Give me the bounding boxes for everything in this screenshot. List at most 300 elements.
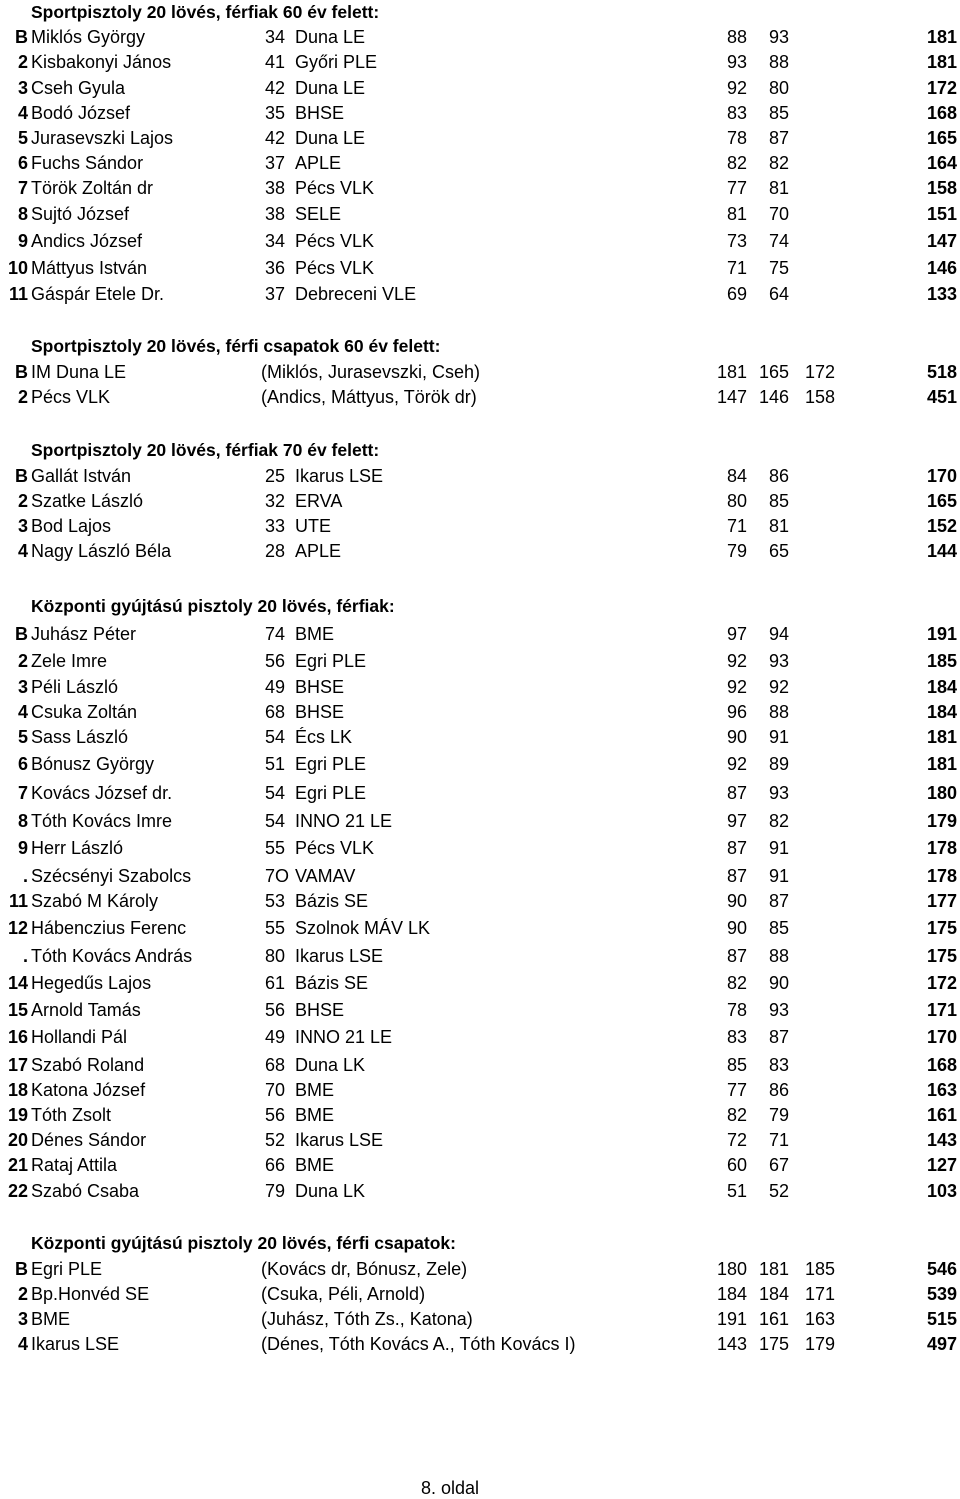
competitor-row: [0, 177, 960, 201]
team-row: [0, 1283, 960, 1307]
competitor-row: [0, 1104, 960, 1128]
competitor-row: [0, 837, 960, 861]
total-score: 164: [926, 153, 957, 173]
birth-year: 74: [265, 624, 286, 644]
series-1-score: 90: [726, 727, 747, 747]
team-name: Ikarus LSE: [31, 1334, 120, 1354]
competitor-name: Sass László: [31, 727, 129, 747]
club: Pécs VLK: [295, 258, 375, 278]
competitor-name: Bodó József: [31, 103, 131, 123]
club: VAMAV: [295, 866, 356, 886]
total-score: 181: [926, 754, 957, 774]
series-1-score: 88: [726, 27, 747, 47]
page-number: 8. oldal: [420, 1478, 480, 1498]
place: 9: [17, 838, 28, 858]
total-score: 184: [926, 702, 957, 722]
score-3: 185: [804, 1259, 835, 1279]
score-1: 180: [716, 1259, 747, 1279]
birth-year: 61: [265, 973, 286, 993]
competitor-row: [0, 917, 960, 941]
series-1-score: 79: [726, 541, 747, 561]
series-2-score: 87: [768, 1027, 789, 1047]
series-2-score: 75: [768, 258, 789, 278]
total-score: 497: [926, 1334, 957, 1354]
series-1-score: 78: [726, 1000, 747, 1020]
birth-year: 7O: [265, 866, 290, 886]
series-1-score: 90: [726, 918, 747, 938]
team-members: (Andics, Máttyus, Török dr): [261, 387, 477, 407]
total-score: 146: [926, 258, 957, 278]
series-1-score: 82: [726, 1105, 747, 1125]
club: Duna LE: [295, 128, 366, 148]
total-score: 539: [926, 1284, 957, 1304]
series-1-score: 80: [726, 491, 747, 511]
series-1-score: 84: [726, 466, 747, 486]
club: Ikarus LSE: [295, 946, 384, 966]
series-2-score: 83: [768, 1055, 789, 1075]
team-name: Pécs VLK: [31, 387, 111, 407]
competitor-name: Török Zoltán dr: [31, 178, 154, 198]
series-2-score: 67: [768, 1155, 789, 1175]
competitor-name: Miklós György: [31, 27, 146, 47]
place: 12: [7, 918, 28, 938]
birth-year: 56: [265, 1000, 286, 1020]
total-score: 191: [926, 624, 957, 644]
club: INNO 21 LE: [295, 1027, 393, 1047]
total-score: 178: [926, 866, 957, 886]
birth-year: 68: [265, 1055, 286, 1075]
club: APLE: [295, 153, 342, 173]
place: .: [22, 866, 28, 886]
score-2: 184: [758, 1284, 789, 1304]
place: 3: [17, 78, 28, 98]
birth-year: 54: [265, 727, 286, 747]
section-title: Központi gyújtású pisztoly 20 lövés, férfiak:: [31, 596, 395, 616]
total-score: 179: [926, 811, 957, 831]
series-2-score: 93: [768, 783, 789, 803]
birth-year: 79: [265, 1181, 286, 1201]
place: 22: [7, 1181, 28, 1201]
birth-year: 49: [265, 677, 286, 697]
score-1: 143: [716, 1334, 747, 1354]
competitor-row: [0, 972, 960, 996]
series-2-score: 81: [768, 178, 789, 198]
series-1-score: 77: [726, 178, 747, 198]
team-members: (Dénes, Tóth Kovács A., Tóth Kovács I): [261, 1334, 576, 1354]
competitor-row: [0, 865, 960, 889]
series-2-score: 85: [768, 918, 789, 938]
birth-year: 80: [265, 946, 286, 966]
competitor-row: [0, 283, 960, 307]
club: BME: [295, 1080, 335, 1100]
place: 17: [7, 1055, 28, 1075]
team-row: [0, 1258, 960, 1282]
club: Győri PLE: [295, 52, 378, 72]
competitor-row: [0, 999, 960, 1023]
score-2: 181: [758, 1259, 789, 1279]
competitor-row: [0, 1026, 960, 1050]
total-score: 451: [926, 387, 957, 407]
total-score: 185: [926, 651, 957, 671]
club: Bázis SE: [295, 891, 369, 911]
club: Debreceni VLE: [295, 284, 417, 304]
series-2-score: 81: [768, 516, 789, 536]
score-1: 147: [716, 387, 747, 407]
total-score: 151: [926, 204, 957, 224]
competitor-name: Tóth Kovács Imre: [31, 811, 173, 831]
place: 5: [17, 128, 28, 148]
series-2-score: 89: [768, 754, 789, 774]
total-score: 172: [926, 973, 957, 993]
birth-year: 42: [265, 128, 286, 148]
birth-year: 38: [265, 178, 286, 198]
series-1-score: 71: [726, 258, 747, 278]
place: 4: [17, 541, 28, 561]
team-row: [0, 361, 960, 385]
club: ERVA: [295, 491, 343, 511]
series-1-score: 81: [726, 204, 747, 224]
birth-year: 34: [265, 231, 286, 251]
birth-year: 28: [265, 541, 286, 561]
team-row: [0, 386, 960, 410]
place: 19: [7, 1105, 28, 1125]
series-2-score: 91: [768, 838, 789, 858]
series-1-score: 85: [726, 1055, 747, 1075]
competitor-row: [0, 102, 960, 126]
score-3: 172: [804, 362, 835, 382]
series-1-score: 97: [726, 811, 747, 831]
total-score: 177: [926, 891, 957, 911]
series-1-score: 87: [726, 866, 747, 886]
competitor-name: Szabó Csaba: [31, 1181, 140, 1201]
place: .: [22, 946, 28, 966]
score-3: 163: [804, 1309, 835, 1329]
series-2-score: 88: [768, 702, 789, 722]
competitor-name: Gáspár Etele Dr.: [31, 284, 165, 304]
score-3: 171: [804, 1284, 835, 1304]
place: 2: [17, 651, 28, 671]
competitor-name: Rataj Attila: [31, 1155, 118, 1175]
place: 3: [17, 516, 28, 536]
club: SELE: [295, 204, 342, 224]
competitor-row: [0, 890, 960, 914]
series-2-score: 85: [768, 103, 789, 123]
section-title: Sportpisztoly 20 lövés, férfiak 60 év felett:: [31, 2, 380, 22]
series-2-score: 80: [768, 78, 789, 98]
team-name: IM Duna LE: [31, 362, 127, 382]
total-score: 158: [926, 178, 957, 198]
series-1-score: 87: [726, 946, 747, 966]
competitor-row: [0, 257, 960, 281]
series-1-score: 97: [726, 624, 747, 644]
series-1-score: 51: [726, 1181, 747, 1201]
total-score: 175: [926, 946, 957, 966]
competitor-row: [0, 515, 960, 539]
competitor-name: Szabó Roland: [31, 1055, 145, 1075]
birth-year: 42: [265, 78, 286, 98]
birth-year: 54: [265, 811, 286, 831]
team-name: Egri PLE: [31, 1259, 103, 1279]
team-row: [0, 1308, 960, 1332]
birth-year: 37: [265, 284, 286, 304]
club: BME: [295, 1105, 335, 1125]
series-1-score: 82: [726, 973, 747, 993]
series-2-score: 93: [768, 651, 789, 671]
club: BHSE: [295, 702, 345, 722]
series-1-score: 87: [726, 783, 747, 803]
series-2-score: 86: [768, 1080, 789, 1100]
competitor-name: Péli László: [31, 677, 119, 697]
total-score: 165: [926, 491, 957, 511]
series-2-score: 82: [768, 153, 789, 173]
series-2-score: 82: [768, 811, 789, 831]
series-2-score: 85: [768, 491, 789, 511]
competitor-row: [0, 623, 960, 647]
total-score: 515: [926, 1309, 957, 1329]
place: 15: [7, 1000, 28, 1020]
club: BHSE: [295, 103, 345, 123]
total-score: 178: [926, 838, 957, 858]
series-2-score: 93: [768, 27, 789, 47]
birth-year: 49: [265, 1027, 286, 1047]
club: BHSE: [295, 677, 345, 697]
competitor-name: Katona József: [31, 1080, 146, 1100]
birth-year: 25: [265, 466, 286, 486]
series-1-score: 83: [726, 1027, 747, 1047]
series-1-score: 96: [726, 702, 747, 722]
team-members: (Kovács dr, Bónusz, Zele): [261, 1259, 468, 1279]
competitor-name: Fuchs Sándor: [31, 153, 144, 173]
place: 3: [17, 677, 28, 697]
club: Duna LE: [295, 78, 366, 98]
competitor-row: [0, 945, 960, 969]
birth-year: 55: [265, 918, 286, 938]
club: Ikarus LSE: [295, 466, 384, 486]
series-1-score: 77: [726, 1080, 747, 1100]
competitor-name: Hegedűs Lajos: [31, 973, 152, 993]
place: 2: [17, 491, 28, 511]
competitor-row: [0, 465, 960, 489]
competitor-name: Hollandi Pál: [31, 1027, 128, 1047]
competitor-name: Kisbakonyi János: [31, 52, 172, 72]
place: 3: [17, 1309, 28, 1329]
total-score: 181: [926, 52, 957, 72]
series-1-score: 93: [726, 52, 747, 72]
competitor-name: Szécsényi Szabolcs: [31, 866, 192, 886]
competitor-name: Máttyus István: [31, 258, 148, 278]
birth-year: 54: [265, 783, 286, 803]
birth-year: 55: [265, 838, 286, 858]
series-1-score: 90: [726, 891, 747, 911]
place: 7: [17, 783, 28, 803]
team-row: [0, 1333, 960, 1357]
birth-year: 33: [265, 516, 286, 536]
series-2-score: 91: [768, 727, 789, 747]
place: 7: [17, 178, 28, 198]
series-2-score: 88: [768, 52, 789, 72]
club: Ikarus LSE: [295, 1130, 384, 1150]
section-title: Sportpisztoly 20 lövés, férfi csapatok 60 év felett:: [31, 336, 441, 356]
club: Szolnok MÁV LK: [295, 918, 431, 938]
birth-year: 51: [265, 754, 286, 774]
series-1-score: 92: [726, 78, 747, 98]
series-2-score: 93: [768, 1000, 789, 1020]
team-members: (Miklós, Jurasevszki, Cseh): [261, 362, 481, 382]
series-1-score: 92: [726, 677, 747, 697]
total-score: 170: [926, 1027, 957, 1047]
total-score: 181: [926, 27, 957, 47]
place: 4: [17, 702, 28, 722]
total-score: 171: [926, 1000, 957, 1020]
series-1-score: 73: [726, 231, 747, 251]
place: B: [15, 27, 28, 47]
birth-year: 35: [265, 103, 286, 123]
competitor-name: Zele Imre: [31, 651, 108, 671]
total-score: 161: [926, 1105, 957, 1125]
competitor-row: [0, 1180, 960, 1204]
series-2-score: 92: [768, 677, 789, 697]
birth-year: 66: [265, 1155, 286, 1175]
birth-year: 38: [265, 204, 286, 224]
club: Duna LK: [295, 1181, 366, 1201]
competitor-name: Szabó M Károly: [31, 891, 159, 911]
birth-year: 34: [265, 27, 286, 47]
total-score: 175: [926, 918, 957, 938]
series-2-score: 70: [768, 204, 789, 224]
place: 16: [7, 1027, 28, 1047]
birth-year: 36: [265, 258, 286, 278]
competitor-row: [0, 152, 960, 176]
score-1: 191: [716, 1309, 747, 1329]
total-score: 181: [926, 727, 957, 747]
competitor-row: [0, 753, 960, 777]
competitor-name: Sujtó József: [31, 204, 130, 224]
competitor-name: Bod Lajos: [31, 516, 112, 536]
competitor-name: Gallát István: [31, 466, 132, 486]
section-title: Központi gyújtású pisztoly 20 lövés, férfi csapatok:: [31, 1233, 456, 1253]
section-title: Sportpisztoly 20 lövés, férfiak 70 év felett:: [31, 440, 380, 460]
competitor-row: [0, 230, 960, 254]
competitor-row: [0, 1054, 960, 1078]
series-2-score: 90: [768, 973, 789, 993]
club: Pécs VLK: [295, 231, 375, 251]
series-2-score: 65: [768, 541, 789, 561]
place: 11: [8, 891, 28, 911]
competitor-row: [0, 203, 960, 227]
total-score: 172: [926, 78, 957, 98]
competitor-row: [0, 676, 960, 700]
birth-year: 37: [265, 153, 286, 173]
total-score: 127: [926, 1155, 957, 1175]
competitor-name: Nagy László Béla: [31, 541, 172, 561]
total-score: 170: [926, 466, 957, 486]
place: 8: [17, 811, 28, 831]
birth-year: 68: [265, 702, 286, 722]
club: Egri PLE: [295, 651, 367, 671]
series-2-score: 94: [768, 624, 789, 644]
competitor-name: Juhász Péter: [31, 624, 137, 644]
place: 2: [17, 52, 28, 72]
total-score: 163: [926, 1080, 957, 1100]
birth-year: 70: [265, 1080, 286, 1100]
place: B: [15, 1259, 28, 1279]
total-score: 184: [926, 677, 957, 697]
series-2-score: 71: [768, 1130, 789, 1150]
competitor-row: [0, 1079, 960, 1103]
competitor-name: Arnold Tamás: [31, 1000, 141, 1020]
club: UTE: [295, 516, 331, 536]
series-2-score: 87: [768, 891, 789, 911]
total-score: 546: [926, 1259, 957, 1279]
club: Duna LE: [295, 27, 366, 47]
competitor-name: Szatke László: [31, 491, 144, 511]
place: B: [15, 466, 28, 486]
place: 4: [17, 1334, 28, 1354]
series-2-score: 52: [768, 1181, 789, 1201]
competitor-name: Bónusz György: [31, 754, 155, 774]
series-1-score: 72: [726, 1130, 747, 1150]
series-2-score: 79: [768, 1105, 789, 1125]
score-3: 158: [804, 387, 835, 407]
competitor-row: [0, 51, 960, 75]
club: Pécs VLK: [295, 838, 375, 858]
club: INNO 21 LE: [295, 811, 393, 831]
birth-year: 52: [265, 1130, 286, 1150]
series-1-score: 82: [726, 153, 747, 173]
competitor-row: [0, 490, 960, 514]
competitor-name: Hábenczius Ferenc: [31, 918, 187, 938]
series-1-score: 92: [726, 651, 747, 671]
place: 5: [17, 727, 28, 747]
competitor-name: Csuka Zoltán: [31, 702, 138, 722]
place: 20: [7, 1130, 28, 1150]
club: Egri PLE: [295, 754, 367, 774]
club: Écs LK: [295, 727, 353, 747]
series-1-score: 60: [726, 1155, 747, 1175]
club: Pécs VLK: [295, 178, 375, 198]
score-1: 184: [716, 1284, 747, 1304]
score-1: 181: [716, 362, 747, 382]
competitor-row: [0, 650, 960, 674]
series-2-score: 91: [768, 866, 789, 886]
club: APLE: [295, 541, 342, 561]
place: 6: [17, 754, 28, 774]
competitor-row: [0, 1129, 960, 1153]
series-1-score: 71: [726, 516, 747, 536]
club: BME: [295, 1155, 335, 1175]
series-2-score: 74: [768, 231, 789, 251]
series-2-score: 64: [768, 284, 789, 304]
competitor-name: Herr László: [31, 838, 124, 858]
competitor-row: [0, 127, 960, 151]
series-1-score: 83: [726, 103, 747, 123]
competitor-name: Jurasevszki Lajos: [31, 128, 174, 148]
place: 2: [17, 1284, 28, 1304]
total-score: 168: [926, 103, 957, 123]
place: 18: [7, 1080, 28, 1100]
competitor-name: Andics József: [31, 231, 143, 251]
birth-year: 32: [265, 491, 286, 511]
place: 9: [17, 231, 28, 251]
club: BME: [295, 624, 335, 644]
series-2-score: 88: [768, 946, 789, 966]
birth-year: 53: [265, 891, 286, 911]
score-3: 179: [804, 1334, 835, 1354]
place: B: [15, 624, 28, 644]
competitor-row: [0, 540, 960, 564]
competitor-row: [0, 701, 960, 725]
total-score: 152: [926, 516, 957, 536]
